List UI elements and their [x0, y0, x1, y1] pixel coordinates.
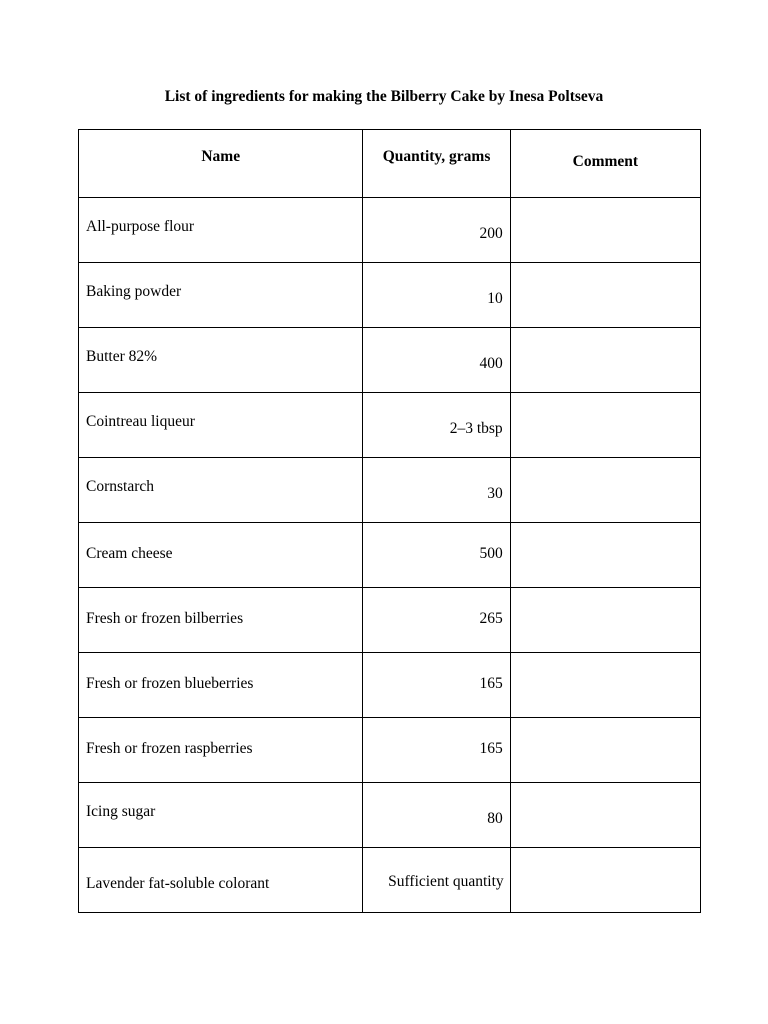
table-row [79, 523, 701, 588]
ingredient-name-cell [79, 458, 363, 523]
table-row [79, 328, 701, 393]
ingredient-quantity: 165 [479, 675, 503, 692]
table-header-row [79, 130, 701, 198]
ingredient-name-cell [79, 263, 363, 328]
ingredient-quantity: 2–3 tbsp [449, 420, 503, 437]
ingredient-quantity-cell [363, 263, 510, 328]
ingredient-quantity-cell [363, 328, 510, 393]
header-name-label: Name [201, 148, 241, 165]
table-row [79, 783, 701, 848]
ingredient-comment-cell [510, 328, 700, 393]
ingredient-quantity: 265 [479, 610, 503, 627]
ingredient-quantity: Sufficient quantity [388, 873, 504, 890]
ingredient-comment-cell [510, 458, 700, 523]
ingredient-name: Cointreau liqueur [86, 413, 195, 430]
ingredient-quantity-cell [363, 523, 510, 588]
ingredient-name-cell [79, 523, 363, 588]
ingredient-quantity: 165 [479, 740, 503, 757]
ingredient-name: Fresh or frozen bilberries [86, 610, 244, 627]
ingredient-quantity: 30 [487, 485, 503, 502]
ingredient-comment-cell [510, 198, 700, 263]
ingredients-table [78, 129, 701, 913]
ingredient-quantity-cell [363, 653, 510, 718]
ingredient-comment-cell [510, 393, 700, 458]
ingredient-quantity-cell [363, 718, 510, 783]
ingredient-comment-cell [510, 588, 700, 653]
ingredient-name: Lavender fat-soluble colorant [86, 875, 270, 892]
ingredient-name: Fresh or frozen raspberries [86, 740, 253, 757]
ingredient-quantity-cell [363, 458, 510, 523]
ingredient-quantity-cell [363, 393, 510, 458]
ingredient-name-cell [79, 718, 363, 783]
ingredient-comment-cell [510, 783, 700, 848]
ingredient-quantity: 10 [487, 290, 503, 307]
table-row [79, 393, 701, 458]
ingredient-name: Baking powder [86, 283, 182, 300]
ingredient-name-cell [79, 198, 363, 263]
ingredient-name-cell [79, 653, 363, 718]
header-comment-label: Comment [572, 153, 639, 170]
ingredient-name-cell [79, 588, 363, 653]
ingredient-quantity: 500 [479, 545, 503, 562]
ingredient-name-cell [79, 848, 363, 913]
ingredient-quantity: 400 [479, 355, 503, 372]
ingredient-quantity-cell [363, 848, 510, 913]
ingredient-quantity: 200 [479, 225, 503, 242]
ingredient-name-cell [79, 328, 363, 393]
ingredient-quantity: 80 [487, 810, 503, 827]
table-row [79, 198, 701, 263]
table-row [79, 588, 701, 653]
ingredient-name: Cornstarch [86, 478, 155, 495]
table-row [79, 653, 701, 718]
ingredient-name: Butter 82% [86, 348, 158, 365]
ingredient-name: Cream cheese [86, 545, 173, 562]
ingredient-comment-cell [510, 848, 700, 913]
table-row [79, 263, 701, 328]
ingredient-comment-cell [510, 718, 700, 783]
header-comment [510, 130, 700, 198]
table-row [79, 848, 701, 913]
ingredient-quantity-cell [363, 198, 510, 263]
table-row [79, 458, 701, 523]
ingredient-name: Fresh or frozen blueberries [86, 675, 254, 692]
ingredient-name-cell [79, 783, 363, 848]
header-name [79, 130, 363, 198]
ingredient-name-cell [79, 393, 363, 458]
document-title: List of ingredients for making the Bilberry Cake by Inesa Poltseva [164, 88, 604, 105]
ingredient-comment-cell [510, 653, 700, 718]
ingredient-comment-cell [510, 263, 700, 328]
header-quantity [363, 130, 510, 198]
ingredient-name: Icing sugar [86, 803, 156, 820]
ingredient-comment-cell [510, 523, 700, 588]
header-quantity-label: Quantity, grams [382, 148, 491, 165]
ingredient-quantity-cell [363, 783, 510, 848]
table-row [79, 718, 701, 783]
ingredient-quantity-cell [363, 588, 510, 653]
ingredient-name: All-purpose flour [86, 218, 195, 235]
